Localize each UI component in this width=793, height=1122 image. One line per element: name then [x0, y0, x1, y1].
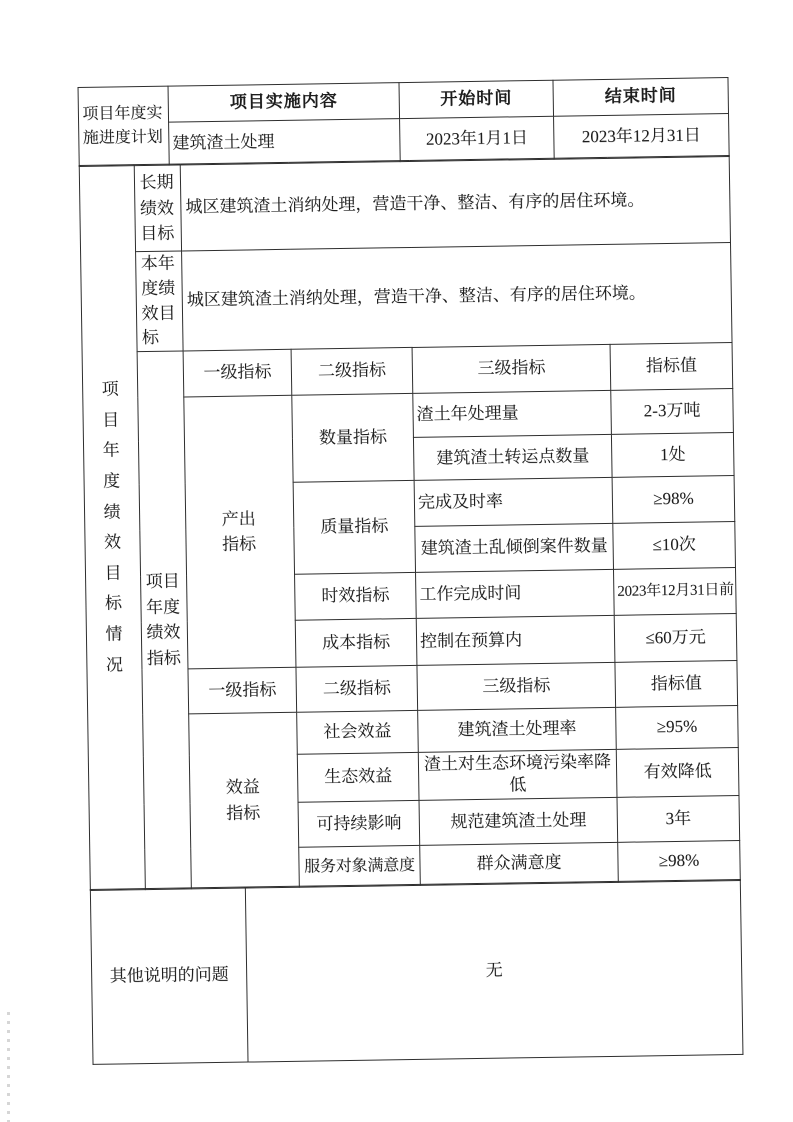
schedule-section-label-text: 项目年度实施进度计划: [82, 104, 163, 147]
timeliness-level2-cell: 时效指标: [295, 572, 417, 620]
indicator-header-level3: 三级指标: [412, 344, 611, 393]
cost-level2-cell: 成本指标: [295, 618, 417, 667]
schedule-end-cell: 2023年12月31日: [554, 114, 730, 160]
annual-goal-text: 城区建筑渣土消纳处理，营造干净、整洁、有序的居住环境。: [182, 243, 732, 351]
benefit-row4-value: ≥98%: [618, 840, 741, 882]
indicator-header2-level3: 三级指标: [417, 662, 616, 710]
timeliness-level3: 工作完成时间: [416, 569, 615, 618]
quantity-level2-cell: 数量指标: [292, 393, 414, 482]
benefit-row2-level3: 渣土对生态环境污染率降低: [418, 749, 617, 800]
indicator-header2-level1: 一级指标: [188, 667, 297, 714]
timeliness-value: 2023年12月31日前: [613, 567, 736, 615]
quality-row2-level3: 建筑渣土乱倾倒案件数量: [415, 523, 614, 572]
other-notes-label: 其他说明的问题: [90, 887, 248, 1064]
schedule-section-label: [78, 86, 169, 166]
quantity-row1-level3: 渣土年处理量: [413, 390, 612, 437]
benefit-row3-level3: 规范建筑渣土处理: [419, 797, 618, 845]
indicator-header-level1: 一级指标: [183, 349, 292, 397]
quantity-row2-level3: 建筑渣土转运点数量: [413, 434, 612, 480]
quantity-row2-value: 1处: [611, 432, 734, 477]
quality-row1-value: ≥98%: [612, 475, 735, 523]
long-term-goal-text: 城区建筑渣土消纳处理，营造干净、整洁、有序的居住环境。: [180, 156, 730, 251]
benefit-row1-value: ≥95%: [616, 705, 739, 749]
benefit-row3-level2: 可持续影响: [298, 800, 420, 847]
other-notes-value: 无: [245, 880, 743, 1063]
other-notes-table: [90, 879, 744, 1065]
schedule-start-cell: 2023年1月1日: [400, 116, 555, 161]
schedule-table: [78, 77, 730, 167]
indicator-header2-value: 指标值: [615, 660, 738, 707]
indicator-header-value: 指标值: [610, 342, 733, 390]
cost-value: ≤60万元: [614, 613, 737, 662]
benefit-row1-level3: 建筑渣土处理率: [418, 707, 617, 752]
header-implementation-content: 项目实施内容: [168, 83, 400, 123]
performance-report-table: [78, 77, 743, 1065]
benefit-row4-level2: 服务对象满意度: [299, 845, 421, 887]
output-level1-cell: 产出指标: [184, 395, 296, 669]
benefit-row1-level2: 社会效益: [297, 710, 419, 754]
header-end-time: 结束时间: [553, 78, 729, 117]
indicators-section-label: 项目年度绩效指标: [137, 351, 191, 890]
performance-section-label-text: 项目年度绩效目标情况: [101, 379, 124, 675]
indicator-header2-level2: 二级指标: [296, 665, 418, 712]
schedule-content-cell: 建筑渣土处理: [169, 119, 401, 166]
cost-level3: 控制在预算内: [416, 615, 615, 665]
indicator-header-level2: 二级指标: [291, 347, 413, 395]
long-term-goal-label: 长期绩效目标: [134, 164, 181, 252]
benefit-row3-value: 3年: [617, 795, 740, 842]
benefit-level1-cell: 效益指标: [189, 712, 300, 889]
benefit-row2-level2: 生态效益: [297, 752, 419, 802]
performance-table: [79, 155, 741, 890]
quantity-row1-value: 2-3万吨: [611, 388, 734, 434]
scan-edge-artifact: [7, 1012, 10, 1122]
benefit-row4-level3: 群众满意度: [420, 842, 619, 885]
quality-level2-cell: 质量指标: [293, 480, 415, 574]
benefit-row2-value: 有效降低: [616, 747, 739, 797]
header-start-time: 开始时间: [399, 80, 554, 118]
annual-goal-label: 本年度绩效目标: [136, 251, 184, 351]
quality-row1-level3: 完成及时率: [414, 477, 613, 526]
quality-row2-value: ≤10次: [613, 521, 736, 569]
